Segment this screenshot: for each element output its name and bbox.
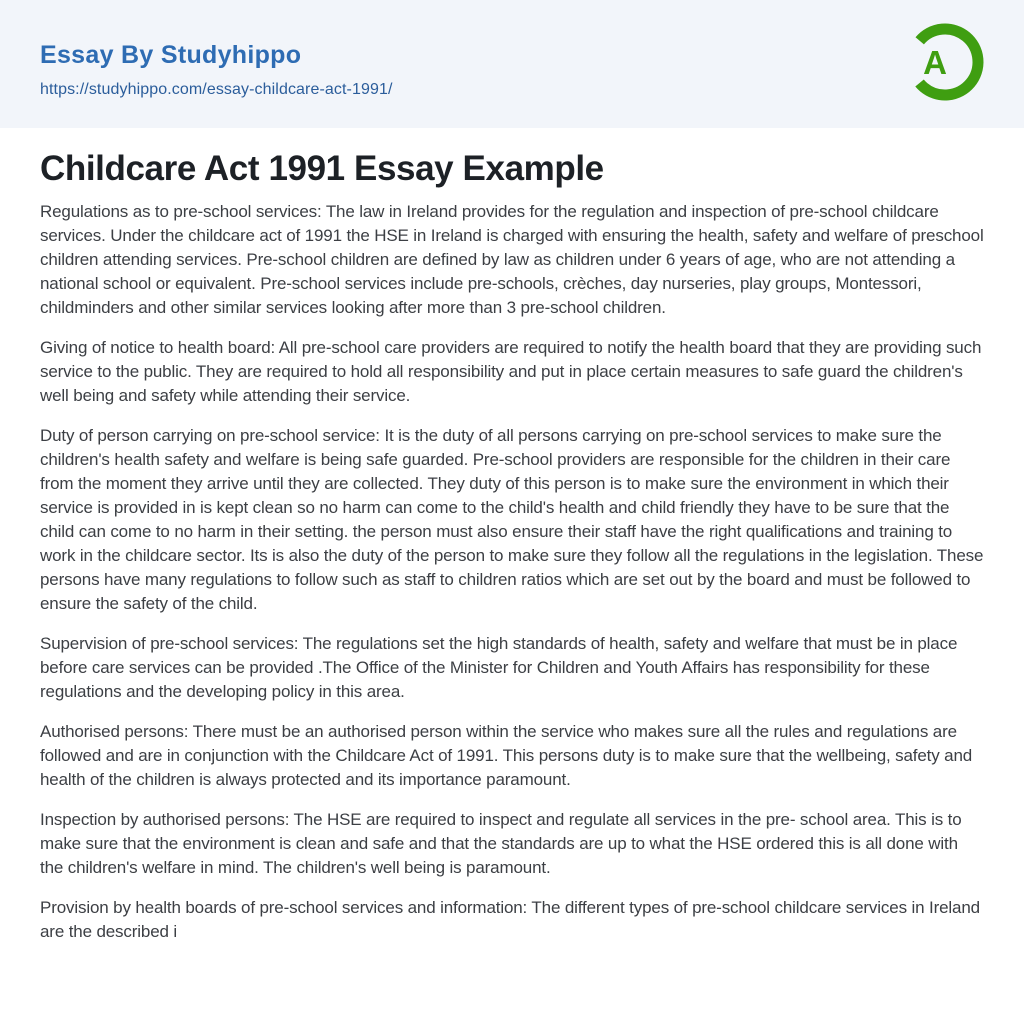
article	[0, 149, 1024, 944]
logo-letter: A	[923, 44, 947, 81]
logo-arc-icon	[905, 22, 985, 102]
site-title: Essay By Studyhippo	[40, 41, 302, 69]
studyhippo-logo[interactable]	[905, 22, 985, 102]
header	[0, 0, 1024, 128]
paragraph-authorised: Authorised persons: There must be an authorised person within the service who makes sure all the rules and regulations are followed and are in conjunction with the Childcare Act of 1991. This persons duty is to make sure that the wellbeing, safety and health of the children is always protected and its importance paramount.	[40, 722, 973, 790]
paragraph-giving-notice: Giving of notice to health board: All pre-school care providers are required to notify the health board that they are providing such service to the public. They are required to hold all responsibility and put in place certain measures to safe guard the children's well being and safety while attending their service.	[40, 338, 982, 406]
paragraph-regulations: Regulations as to pre-school services: The law in Ireland provides for the regulation and inspection of pre-school childcare services. Under the childcare act of 1991 the HSE in Ireland is charged with ensuring the health, safety and welfare of preschool children attending services. Pre-school children are defined by law as children under 6 years of age, who are not attending a national school or equivalent. Pre-school services include pre-schools, crèches, day nurseries, play groups, Montessori, childminders and other similar services looking after more than 3 pre-school children.	[40, 202, 984, 318]
paragraph-duty: Duty of person carrying on pre-school service: It is the duty of all persons carrying on pre-school services to make sure the children's health safety and welfare is being safe guarded. Pre-school providers are responsible for the children in their care from the moment they arrive until they are collected. They duty of this person is to make sure the environment in which their service is provided in is kept clean so no harm can come to the child's health and child friendly they have to be sure that the child can come to no harm in their setting. the person must also ensure their staff have the right qualifications and training to work in the childcare sector. Its is also the duty of the person to make sure they follow all the regulations in the legislation. These persons have many regulations to follow such as staff to children ratios which are set out by the board and must be followed to ensure the safety of the child.	[40, 426, 984, 614]
paragraph-provision: Provision by health boards of pre-school services and information: The different types of pre-school childcare services in Ireland are the described i	[40, 898, 980, 942]
article-body	[40, 200, 984, 944]
source-url-link[interactable]: https://studyhippo.com/essay-childcare-act-1991/	[40, 81, 393, 98]
page-title: Childcare Act 1991 Essay Example	[40, 149, 604, 188]
paragraph-supervision: Supervision of pre-school services: The regulations set the high standards of health, safety and welfare that must be in place before care services can be provided .The Office of the Minister for Children and Youth Affairs has responsibility for these regulations and the developing policy in this area.	[40, 634, 958, 702]
paragraph-inspection: Inspection by authorised persons: The HSE are required to inspect and regulate all services in the pre- school area. This is to make sure that the environment is clean and safe and that the standards are up to what the HSE ordered this is all done with the children's welfare in mind. The children's well being is paramount.	[40, 810, 962, 878]
